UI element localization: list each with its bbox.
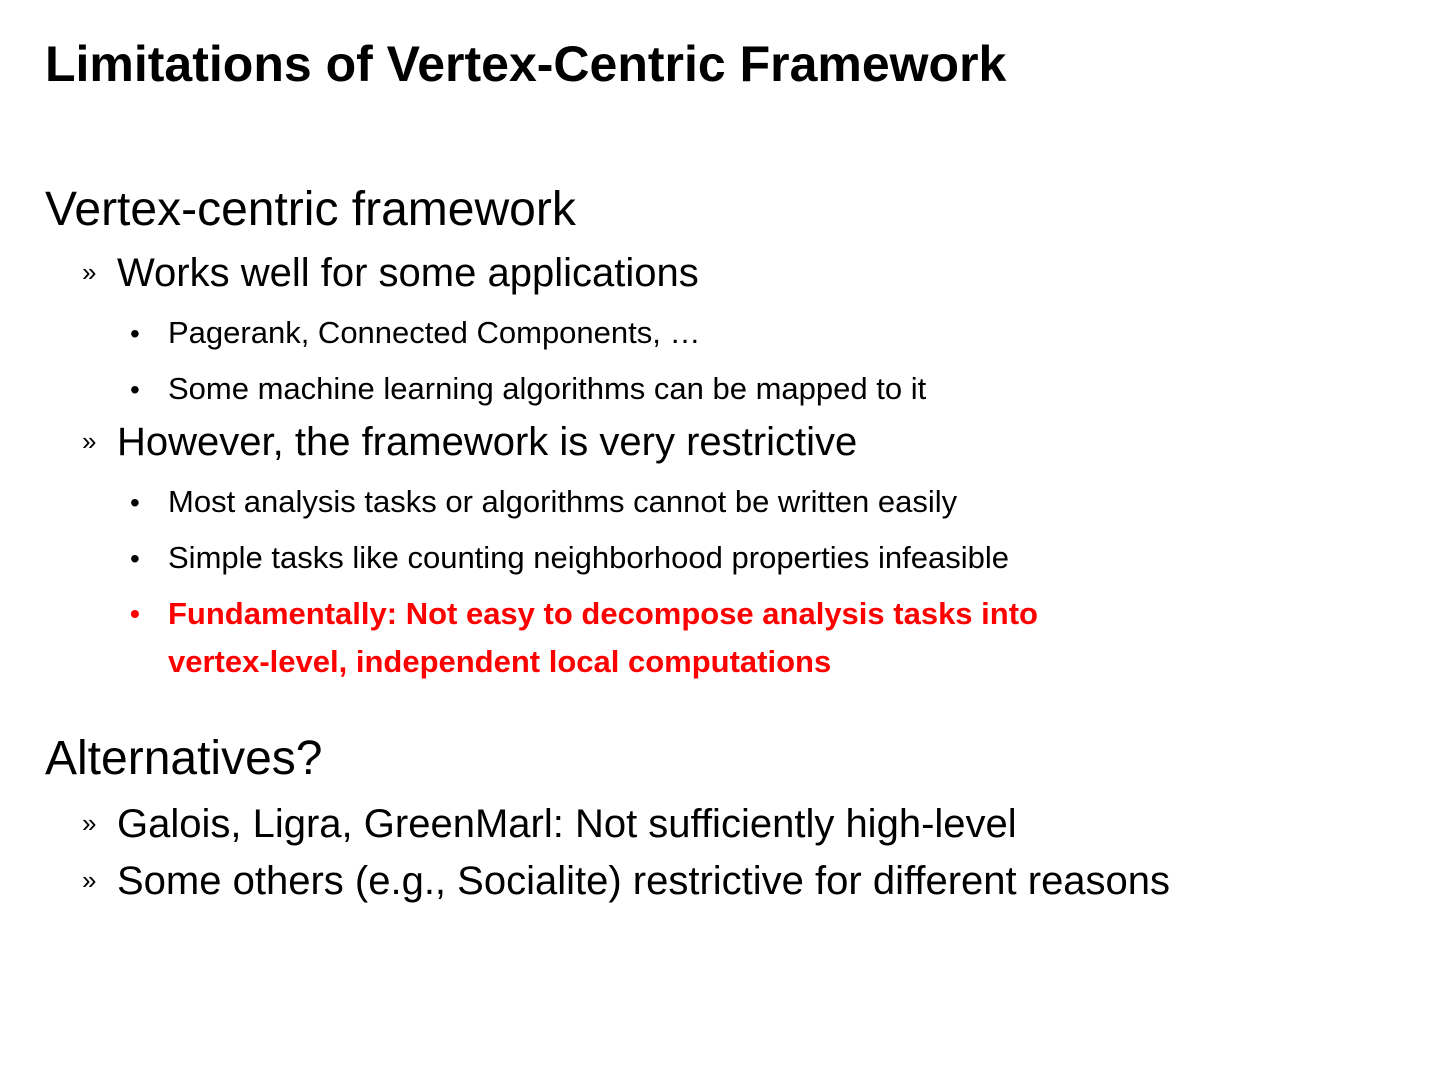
point-galois xyxy=(82,799,1017,848)
subpoint-text: Simple tasks like counting neighborhood properties infeasible xyxy=(168,540,1009,575)
subpoint-pagerank xyxy=(130,313,700,354)
subpoint-fundamentally xyxy=(130,590,1038,686)
chevron-bullet-icon: » xyxy=(82,426,97,456)
slide-title: Limitations of Vertex-Centric Framework xyxy=(45,36,1007,92)
bullet-dot-icon: • xyxy=(130,374,140,405)
point-text: Works well for some applications xyxy=(117,251,699,295)
emphasized-text xyxy=(168,590,1038,686)
point-text: However, the framework is very restrictive xyxy=(117,420,858,464)
section-heading-alternatives: Alternatives? xyxy=(45,732,323,785)
section-heading-vertex-centric: Vertex-centric framework xyxy=(45,183,576,236)
bullet-dot-icon: • xyxy=(130,318,140,349)
chevron-bullet-icon: » xyxy=(82,865,97,895)
subpoint-machine-learning xyxy=(130,369,926,410)
subpoint-analysis-tasks xyxy=(130,482,957,523)
point-works-well xyxy=(82,248,699,297)
chevron-bullet-icon: » xyxy=(82,257,97,287)
emphasized-line-1: Fundamentally: Not easy to decompose analysis tasks into xyxy=(168,596,1038,631)
point-socialite xyxy=(82,856,1170,905)
point-text: Some others (e.g., Socialite) restrictive for different reasons xyxy=(117,859,1171,903)
bullet-dot-icon: • xyxy=(130,598,140,629)
subpoint-text: Some machine learning algorithms can be mapped to it xyxy=(168,371,927,406)
point-text: Galois, Ligra, GreenMarl: Not sufficiently high-level xyxy=(117,802,1017,846)
subpoint-text: Most analysis tasks or algorithms cannot be written easily xyxy=(168,484,958,519)
emphasized-line-2: vertex-level, independent local computations xyxy=(168,644,832,679)
chevron-bullet-icon: » xyxy=(82,808,97,838)
subpoint-text: Pagerank, Connected Components, … xyxy=(168,315,701,350)
bullet-dot-icon: • xyxy=(130,543,140,574)
subpoint-simple-tasks xyxy=(130,538,1009,579)
bullet-dot-icon: • xyxy=(130,487,140,518)
point-restrictive xyxy=(82,417,857,466)
